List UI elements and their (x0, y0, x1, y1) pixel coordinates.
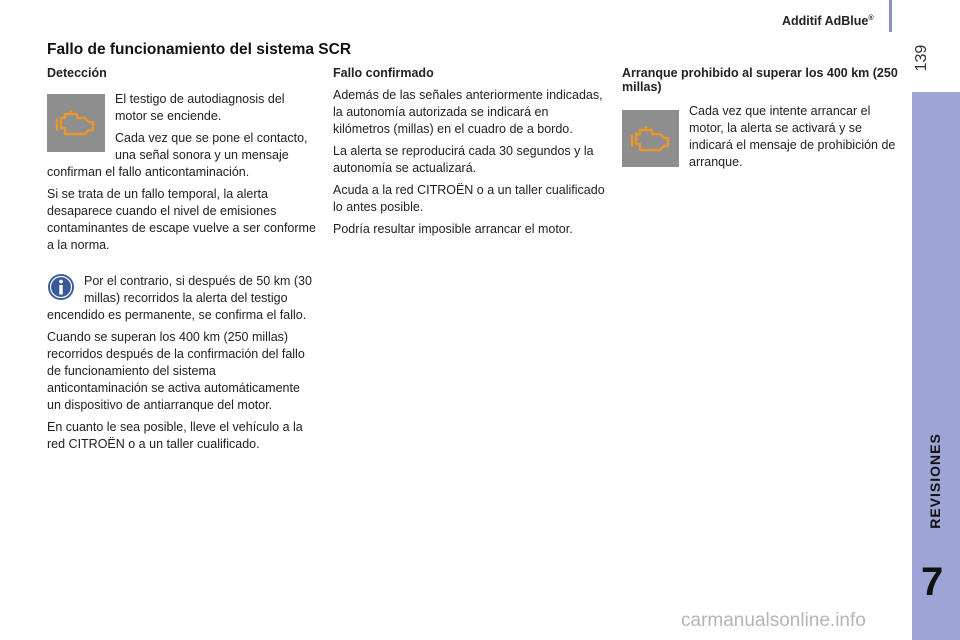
header-title-text: Additif AdBlue (782, 14, 869, 28)
section-title: Fallo de funcionamiento del sistema SCR (47, 41, 352, 58)
confirmed-heading: Fallo confirmado (333, 66, 434, 80)
detection-text-1: El testigo de autodiagnosis del motor se enciende. (115, 92, 285, 123)
detection-text-3: Si se trata de un fallo temporal, la alerta desaparece cuando el nivel de emisiones contaminantes de escape vuelve a ser conforme a la norma. (47, 187, 316, 252)
info-note: Por el contrario, si después de 50 km (30 millas) recorridos la alerta del testigo encendido es permanente, se confirma el fallo. (47, 274, 312, 322)
chapter-number: 7 (921, 560, 944, 604)
detection-heading: Detección (47, 66, 107, 80)
chapter-side-tab (912, 92, 960, 640)
header-title (782, 14, 874, 28)
info-icon (47, 273, 75, 301)
page-number: 139 (913, 44, 930, 72)
column-confirmed-fault (333, 66, 605, 243)
detection-text-2: Cada vez que se pone el contacto, una señal sonora y un mensaje confirman el fallo anticontaminación. (47, 131, 308, 179)
column-start-prohibited (622, 66, 900, 176)
engine-warning-icon-box (47, 94, 105, 152)
detection-text-4: Cuando se superan los 400 km (250 millas) recorridos después de la confirmación del fallo de funcionamiento del sistema anticontaminación se activa automáticamente un dispositivo de antiarranque del motor. (47, 330, 305, 412)
watermark: carmanualsonline.info (681, 610, 866, 631)
detection-text-5: En cuanto le sea posible, lleve el vehículo a la red CITROËN o a un taller cualificado. (47, 420, 303, 451)
column-detection (47, 66, 317, 458)
prohibited-heading: Arranque prohibido al superar los 400 km (250 millas) (622, 66, 898, 94)
confirmed-text-3: Acuda a la red CITROËN o a un taller cualificado lo antes posible. (333, 183, 605, 214)
confirmed-text-4: Podría resultar imposible arrancar el motor. (333, 222, 573, 236)
chapter-label: REVISIONES (927, 433, 943, 529)
confirmed-text-1: Además de las señales anteriormente indicadas, la autonomía autorizada se indicará en kilómetros (millas) en el cuadro de a bordo. (333, 88, 603, 136)
engine-warning-icon (55, 108, 97, 138)
confirmed-text-2: La alerta se reproducirá cada 30 segundos y la autonomía se actualizará. (333, 144, 594, 175)
header-bar (889, 0, 892, 32)
engine-warning-icon-box (622, 110, 679, 167)
engine-warning-icon (630, 124, 672, 154)
prohibited-text: Cada vez que intente arrancar el motor, la alerta se activará y se indicará el mensaje de prohibición de arranque. (689, 104, 896, 169)
registered-mark: ® (868, 14, 874, 22)
